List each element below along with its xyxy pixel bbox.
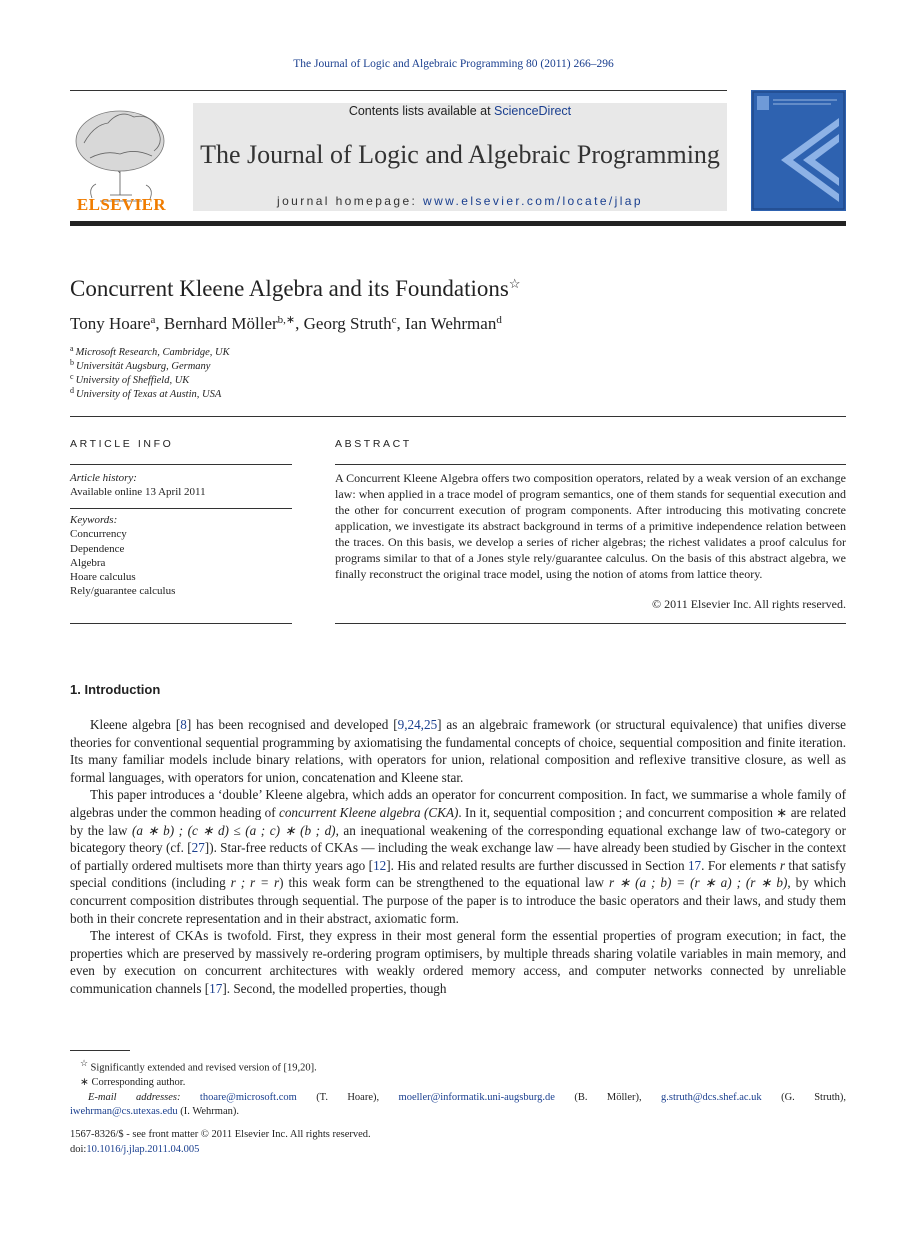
article-info-heading: ARTICLE INFO [70, 438, 174, 450]
keyword-item: Rely/guarantee calculus [70, 585, 176, 598]
paragraph-text: ]. Second, the modelled properties, though [222, 980, 447, 996]
paragraph-text: ] as an algebraic framework (or structural equivalence) that unifies diverse theories for conventional sequential programming by axiomatising the fundamental concepts of choice, sequential composition and finite iteration. Its many familiar models include binary relations, with operators for union, relational composition and reflexive transitive closure, as well as formal languages, with operators for union, concatenation and Kleene star. [70, 717, 846, 785]
journal-citation[interactable]: The Journal of Logic and Algebraic Programming 80 (2011) 266–296 [293, 58, 614, 70]
intro-paragraph-1 [70, 716, 846, 786]
article-history [70, 471, 206, 500]
affiliation-mark: c [70, 372, 74, 381]
author-separator: , [155, 314, 164, 333]
author-affiliation-mark[interactable]: b,∗ [277, 314, 296, 326]
paragraph-text: The interest of CKAs is twofold. First, they express in their most general form the essential properties of program execution; in fact, the properties which are preserved by massively re-ordering program optimisers, by multiple threads sharing volatile variables in main memory, and even by execution on concurrent architectures with weakly ordered memory access, and computer networks connected by unreliable communication channels [ [70, 928, 846, 996]
emphasis-text: r ; r = r [230, 875, 280, 891]
paragraph-text: , an inequational weakening of the corresponding equational exchange law of two-category or bicategory theory (cf. [ [70, 822, 846, 856]
abstract-bottom-rule [335, 623, 846, 624]
footnote-corr-mark: ∗ [80, 1077, 89, 1088]
author-name: Bernhard Möller [163, 314, 278, 333]
paragraph-text: . For elements [701, 857, 780, 873]
affiliation-mark: b [70, 358, 74, 367]
paper-title-text: Concurrent Kleene Algebra and its Foundations [70, 276, 509, 301]
author-separator: , [295, 314, 304, 333]
paragraph-text: , by which concurrent composition distributes through sequential. The purpose of the paper is to introduce the basic operators and their laws, and study them both in their concrete representation and in their abstract, axiomatic form. [70, 875, 846, 926]
email-link[interactable]: thoare@microsoft.com [199, 1091, 297, 1103]
journal-title: The Journal of Logic and Algebraic Programming [200, 140, 720, 169]
email-link[interactable]: g.struth@dcs.shef.ac.uk [661, 1091, 762, 1103]
doi-link[interactable]: 10.1016/j.jlap.2011.04.005 [86, 1144, 200, 1155]
paragraph-text: Kleene algebra [ [90, 717, 181, 732]
citation-link[interactable]: 8 [180, 717, 187, 732]
paragraph-text: ) this weak form can be strengthened to the equational law [279, 875, 609, 891]
header-rule [70, 90, 727, 91]
keywords-block [70, 513, 175, 599]
affiliation-text: Microsoft Research, Cambridge, UK [75, 347, 230, 358]
paragraph-text: that satisfy special conditions (including [70, 857, 846, 891]
paragraph-text: . In it, sequential composition ; and concurrent composition ∗ are related by the law [70, 804, 846, 838]
paragraph-text: ]). Star-free reducts of CKAs — including the weak exchange law — have already been studied by Gischer in the context of partially ordered multisets more than thirty years ago [ [70, 840, 846, 873]
affiliation-a [70, 344, 230, 358]
emphasis-text: r ∗ (a ; b) = (r ∗ a) ; (r ∗ b) [608, 875, 788, 891]
emphasis-text: (a ∗ b) ; (c ∗ d) ≤ (a ; c) ∗ (b ; d) [131, 822, 336, 838]
footnotes [70, 1056, 846, 1120]
contents-line [193, 104, 727, 118]
affiliation-text: University of Texas at Austin, USA [76, 389, 222, 400]
footnote-star-text: Significantly extended and revised version of [19,20]. [90, 1062, 317, 1074]
footnote-corresponding [70, 1076, 846, 1091]
header-thick-rule [70, 221, 846, 226]
issn-block [70, 1127, 371, 1157]
author-name: Tony Hoare [70, 314, 151, 333]
author-separator: , [396, 314, 406, 333]
email-link[interactable]: moeller@informatik.uni-augsburg.de [398, 1091, 555, 1103]
email-owner: (B. Möller), [554, 1091, 662, 1103]
paragraph-text: This paper introduces a ‘double’ Kleene algebra, which adds an operator for concurrent composition. In fact, we summarise a whole family of algebras under the common heading of [70, 787, 846, 820]
sciencedirect-link[interactable]: ScienceDirect [494, 104, 572, 118]
doi-line [70, 1142, 371, 1157]
affiliation-mark: a [70, 344, 74, 353]
section-rule [70, 416, 846, 417]
affiliation-text: University of Sheffield, UK [75, 375, 190, 386]
keywords-rule [70, 508, 292, 509]
keyword-item: Dependence [70, 542, 125, 555]
email-label: E-mail addresses: [88, 1091, 200, 1103]
journal-homepage [193, 194, 727, 208]
author-name: Georg Struth [303, 314, 392, 333]
paragraph-text: ] has been recognised and developed [ [186, 717, 398, 732]
affiliation-c [70, 372, 189, 386]
history-label: Article history: [70, 472, 137, 484]
author-affiliation-mark[interactable]: a [150, 314, 156, 326]
footnote-rule [70, 1050, 130, 1051]
keyword-item: Concurrency [70, 528, 127, 541]
email-link[interactable]: iwehrman@cs.utexas.edu [70, 1106, 178, 1117]
footnote-emails-cont [70, 1105, 846, 1120]
homepage-prefix: journal homepage: [277, 194, 423, 208]
keywords-label: Keywords: [70, 514, 118, 526]
footnote-star-mark: ☆ [80, 1058, 88, 1068]
history-value: Available online 13 April 2011 [70, 486, 206, 499]
emphasis-text: r [779, 857, 785, 873]
issn-line: 1567-8326/$ - see front matter © 2011 Elsevier Inc. All rights reserved. [70, 1129, 371, 1140]
footnote-star [70, 1056, 846, 1076]
contents-prefix: Contents lists available at [348, 104, 495, 118]
keyword-item: Hoare calculus [70, 571, 136, 584]
email-owner: (G. Struth), [761, 1091, 846, 1103]
article-info-rule [70, 464, 292, 465]
homepage-link[interactable]: www.elsevier.com/locate/jlap [423, 194, 643, 208]
affiliation-text: Universität Augsburg, Germany [76, 361, 211, 372]
elsevier-wordmark: ELSEVIER [76, 195, 167, 214]
citation-link[interactable]: 27 [191, 840, 205, 856]
paper-title [70, 276, 520, 302]
keyword-item: Algebra [70, 556, 106, 569]
paragraph-text: ]. His and related results are further discussed in Section [386, 857, 688, 873]
abstract-text: A Concurrent Kleene Algebra offers two composition operators, related by a weak version of an exchange law: when applied in a trace model of program semantics, one of them stands for sequential execution and the other for concurrent execution of program components. After introducing this motivating concrete application, we investigate its abstract background in terms of a primitive independence relation between the traces. On this basis, we develop a series of richer algebras; the richest validates a proof calculus for programs similar to that of a Jones style rely/guarantee calculus. On the basis of this abstract algebra, we finally reconstruct the original trace model, using the notion of atoms from lattice theory. [335, 471, 846, 581]
email-owner: (T. Hoare), [296, 1091, 399, 1103]
citation-link[interactable]: 17 [209, 980, 223, 996]
abstract-heading: ABSTRACT [335, 438, 412, 450]
emphasis-text: concurrent Kleene algebra (CKA) [278, 804, 459, 820]
author-list [70, 313, 502, 334]
affiliation-d [70, 386, 221, 400]
citation-link[interactable]: 12 [373, 857, 387, 873]
affiliation-b [70, 358, 210, 372]
title-footnote-mark[interactable]: ☆ [508, 276, 521, 291]
intro-paragraph-3 [70, 927, 846, 997]
affiliation-mark: d [70, 386, 74, 395]
footnote-emails [70, 1091, 846, 1106]
introduction-body [70, 716, 846, 998]
doi-prefix: doi: [70, 1144, 87, 1155]
citation-link[interactable]: 17 [687, 857, 702, 873]
introduction-heading: 1. Introduction [70, 682, 161, 697]
abstract-copyright: © 2011 Elsevier Inc. All rights reserved. [652, 597, 846, 611]
author-affiliation-mark[interactable]: d [496, 314, 502, 326]
journal-cover-image [751, 90, 846, 211]
citation-link[interactable]: 9,24,25 [397, 717, 438, 732]
intro-paragraph-2 [70, 786, 846, 927]
footnote-corr-text: Corresponding author. [91, 1077, 186, 1088]
article-info-bottom-rule [70, 623, 292, 624]
author-name: Ian Wehrman [405, 314, 497, 333]
abstract-rule [335, 464, 846, 465]
email-owner: (I. Wehrman). [177, 1106, 239, 1117]
author-affiliation-mark[interactable]: c [391, 314, 397, 326]
